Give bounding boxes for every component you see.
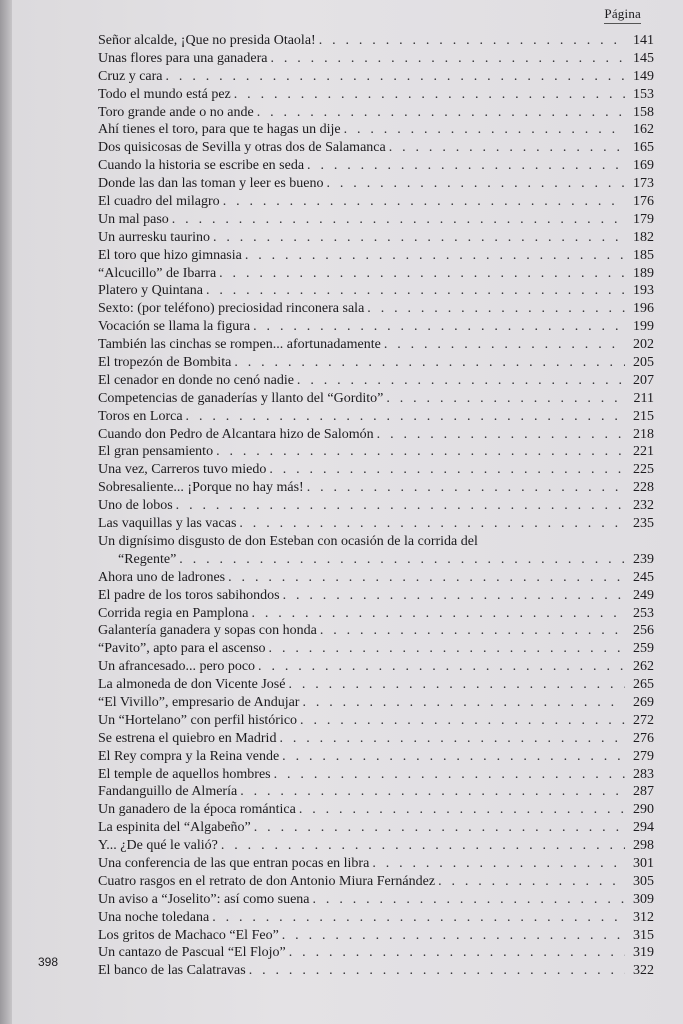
toc-entry (98, 50, 654, 68)
dot-leader (299, 801, 625, 819)
toc-entry-title: Cruz y cara (98, 68, 163, 84)
dot-leader (438, 873, 625, 891)
toc-entry-title: Toro grande ande o no ande (98, 104, 254, 120)
toc-entry (98, 962, 654, 980)
toc-entry-page: 205 (633, 355, 654, 371)
toc-entry-title: Un aurresku taurino (98, 229, 210, 245)
dot-leader (223, 193, 625, 211)
dot-leader (228, 569, 625, 587)
dot-leader (245, 247, 625, 265)
toc-entry (98, 801, 654, 819)
toc-entry (98, 229, 654, 247)
toc-entry-title: Uno de lobos (98, 498, 173, 514)
toc-entry-title: Galantería ganadera y sopas con honda (98, 623, 317, 639)
toc-entry-page: 253 (633, 605, 654, 621)
toc-entry-page: 141 (633, 33, 654, 48)
dot-leader (166, 68, 625, 86)
toc-entry (98, 873, 654, 891)
toc-entry-page: 239 (633, 551, 654, 567)
toc-entry-title: También las cinchas se rompen... afortunadamente (98, 337, 381, 353)
toc-entry (98, 944, 654, 962)
toc-entry-page: 283 (633, 766, 654, 782)
toc-entry-title: “El Vivillo”, empresario de Andujar (98, 694, 300, 710)
toc-entry-page: 145 (633, 50, 654, 66)
toc-entry (98, 354, 654, 372)
toc-entry (98, 265, 654, 283)
dot-leader (240, 783, 625, 801)
toc-entry (98, 336, 654, 354)
toc-entry-page: 315 (633, 927, 654, 943)
toc-entry-page: 182 (633, 229, 654, 245)
toc-entry-page: 290 (633, 802, 654, 818)
toc-entry-title: El cuadro del milagro (98, 194, 220, 210)
dot-leader (234, 354, 625, 372)
toc-entry-page: 199 (633, 319, 654, 335)
dot-leader (249, 962, 625, 980)
dot-leader (254, 819, 625, 837)
toc-entry-page: 269 (633, 694, 654, 710)
toc-entry (98, 909, 654, 927)
dot-leader (212, 909, 625, 927)
toc-entry-title: Una conferencia de las que entran pocas en libra (98, 855, 370, 871)
toc-entry-title: Cuando don Pedro de Alcantara hizo de Salomón (98, 426, 374, 442)
toc-entry (98, 282, 654, 300)
dot-leader (270, 50, 625, 68)
dot-leader (300, 712, 625, 730)
toc-entry-page: 169 (633, 158, 654, 174)
toc-entry (98, 300, 654, 318)
dot-leader (320, 622, 625, 640)
toc-entry (98, 819, 654, 837)
toc-entry (98, 587, 654, 605)
toc-entry-title: Un “Hortelano” con perfil histórico (98, 712, 298, 728)
dot-leader (289, 944, 625, 962)
toc-entry-page: 312 (633, 909, 654, 925)
toc-entry (98, 497, 654, 515)
toc-entry-title: Toros en Lorca (98, 408, 183, 424)
toc-entry-page: 262 (633, 659, 654, 675)
toc-entry (98, 157, 654, 175)
toc-entry (98, 748, 654, 766)
toc-entry-page: 228 (633, 480, 654, 496)
dot-leader (219, 265, 625, 283)
toc-entry-page: 272 (633, 712, 654, 728)
toc-entry-title: Y... ¿De qué le valió? (98, 838, 218, 854)
toc-entry (98, 426, 654, 444)
toc-entry-title: Ahora uno de ladrones (98, 569, 226, 585)
toc-entry-title: Fandanguillo de Almería (98, 784, 238, 800)
toc-entry-title: Platero y Quintana (98, 283, 203, 299)
toc-entry (98, 408, 654, 426)
toc-entry-page: 319 (633, 945, 654, 961)
toc-entry (98, 533, 654, 551)
toc-entry-page: 265 (633, 677, 654, 693)
toc-entry-page: 153 (633, 86, 654, 102)
page-column-header: Página (604, 6, 641, 24)
toc-entry-page: 158 (633, 104, 654, 120)
toc-entry-page: 179 (633, 211, 654, 227)
toc-entry (98, 211, 654, 229)
toc-entry-page: 279 (633, 748, 654, 764)
dot-leader (234, 86, 625, 104)
toc-entry-title: Sexto: (por teléfono) preciosidad rinconera sala (98, 301, 365, 317)
toc-entry (98, 551, 654, 569)
dot-leader (251, 605, 625, 623)
toc-entry (98, 712, 654, 730)
dot-leader (179, 551, 625, 569)
toc-entry (98, 68, 654, 86)
dot-leader (313, 891, 625, 909)
dot-leader (172, 211, 625, 229)
toc-entry-page: 218 (633, 426, 654, 442)
toc-entry-title: Un afrancesado... pero poco (98, 659, 256, 675)
toc-entry-title: La espinita del “Algabeño” (98, 820, 251, 836)
dot-leader (206, 282, 625, 300)
toc-entry (98, 372, 654, 390)
toc-entry-title: Vocación se llama la figura (98, 319, 251, 335)
toc-entry (98, 175, 654, 193)
toc-entry-title: La almoneda de don Vicente José (98, 677, 286, 693)
toc-entry (98, 676, 654, 694)
toc-entry-page: 287 (633, 784, 654, 800)
dot-leader (221, 837, 625, 855)
toc-entry (98, 139, 654, 157)
toc-entry (98, 640, 654, 658)
toc-entry-title: “Pavito”, apto para el ascenso (98, 641, 266, 657)
dot-leader (258, 658, 625, 676)
toc-entry (98, 121, 654, 139)
toc-entry-title: Competencias de ganaderías y llanto del “Gordito” (98, 390, 384, 406)
toc-entry-title: Todo el mundo está pez (98, 86, 231, 102)
toc-entry (98, 605, 654, 623)
toc-entry (98, 479, 654, 497)
dot-leader (282, 927, 625, 945)
toc-entry-page: 211 (633, 390, 654, 406)
dot-leader (186, 408, 625, 426)
dot-leader (377, 426, 625, 444)
toc-entry (98, 694, 654, 712)
dot-leader (307, 479, 625, 497)
toc-entry-title: Cuatro rasgos en el retrato de don Antonio Miura Fernández (98, 873, 436, 889)
dot-leader (279, 730, 625, 748)
toc-entry-page: 162 (633, 122, 654, 138)
toc-entry (98, 766, 654, 784)
toc-entry-page: 189 (633, 265, 654, 281)
toc-entry (98, 86, 654, 104)
toc-entry-title: Un ganadero de la época romántica (98, 802, 296, 818)
toc-entry-page: 207 (633, 372, 654, 388)
toc-entry-page: 294 (633, 820, 654, 836)
dot-leader (213, 229, 625, 247)
dot-leader (269, 461, 625, 479)
toc-entry-page: 235 (633, 516, 654, 532)
toc-entry-title: El Rey compra y la Reina vende (98, 748, 280, 764)
toc-entry (98, 461, 654, 479)
toc-entry-page: 276 (633, 730, 654, 746)
dot-leader (239, 515, 625, 533)
dot-leader (327, 175, 626, 193)
toc-entry-title: Una noche toledana (98, 909, 210, 925)
dot-leader (344, 121, 625, 139)
toc-entry (98, 658, 654, 676)
toc-entry-title: Los gritos de Machaco “El Feo” (98, 927, 279, 943)
toc-entry (98, 927, 654, 945)
toc-entry (98, 443, 654, 461)
toc-entry-page: 202 (633, 337, 654, 353)
dot-leader (288, 676, 625, 694)
toc-entry (98, 104, 654, 122)
dot-leader (283, 587, 625, 605)
dot-leader (302, 694, 625, 712)
dot-leader (216, 443, 625, 461)
toc-entry-page: 149 (633, 68, 654, 84)
toc-entry-title: Dos quisicosas de Sevilla y otras dos de Salamanca (98, 140, 386, 156)
toc-entry (98, 891, 654, 909)
toc-entry-page: 256 (633, 623, 654, 639)
page-number: 398 (38, 955, 59, 969)
toc-entry-page: 245 (633, 569, 654, 585)
toc-entry-title: Ahí tienes el toro, para que te hagas un dije (98, 122, 341, 138)
toc-entry (98, 622, 654, 640)
toc-entry-title: “Regente” (118, 551, 177, 567)
toc-entry-page: 176 (633, 194, 654, 210)
toc-entry-page: 322 (633, 963, 654, 979)
dot-leader (282, 748, 625, 766)
toc-entry-page: 215 (633, 408, 654, 424)
dot-leader (269, 640, 625, 658)
toc-entry-page: 259 (633, 641, 654, 657)
toc-entry (98, 569, 654, 587)
toc-entry-title: “Alcucillo” de Ibarra (98, 265, 217, 281)
toc-entry-title: Un mal paso (98, 211, 169, 227)
dot-leader (257, 104, 625, 122)
toc-entry (98, 247, 654, 265)
toc-entry-title: Un aviso a “Joselito”: así como suena (98, 891, 310, 907)
toc-entry-page: 196 (633, 301, 654, 317)
toc-entry-title: Cuando la historia se escribe en seda (98, 158, 305, 174)
dot-leader (386, 390, 625, 408)
toc-entry-page: 309 (633, 891, 654, 907)
toc-entry (98, 855, 654, 873)
toc-entry-title: Corrida regia en Pamplona (98, 605, 249, 621)
toc-entry (98, 32, 654, 50)
dot-leader (372, 855, 625, 873)
toc-entry-title: Unas flores para una ganadera (98, 50, 268, 66)
dot-leader (274, 766, 625, 784)
dot-leader (384, 336, 625, 354)
dot-leader (307, 157, 625, 175)
dot-leader (253, 318, 625, 336)
toc-entry (98, 390, 654, 408)
toc-entry-title: Una vez, Carreros tuvo miedo (98, 462, 267, 478)
book-spine-shadow (0, 0, 12, 1024)
toc-entry-title: Se estrena el quiebro en Madrid (98, 730, 277, 746)
toc-entry-title: Sobresaliente... ¡Porque no hay más! (98, 480, 304, 496)
dot-leader (367, 300, 625, 318)
toc-entry-title: Un cantazo de Pascual “El Flojo” (98, 945, 286, 961)
toc-entry-title: El temple de aquellos hombres (98, 766, 271, 782)
toc-entry-title: El cenador en donde no cenó nadie (98, 372, 294, 388)
toc-entry-page: 249 (633, 587, 654, 603)
toc-entry (98, 515, 654, 533)
toc-entry-page: 305 (633, 873, 654, 889)
toc-entry-page: 185 (633, 247, 654, 263)
toc-entry-page: 225 (633, 462, 654, 478)
dot-leader (176, 497, 625, 515)
toc-entry-page: 221 (633, 444, 654, 460)
toc-entry-title: El padre de los toros sabihondos (98, 587, 280, 603)
table-of-contents (98, 32, 654, 980)
toc-entry-title: El banco de las Calatravas (98, 963, 246, 979)
toc-entry-title: El toro que hizo gimnasia (98, 247, 242, 263)
toc-entry-page: 301 (633, 855, 654, 871)
toc-entry (98, 730, 654, 748)
toc-entry (98, 783, 654, 801)
toc-entry-title: Señor alcalde, ¡Que no presida Otaola! (98, 33, 316, 48)
toc-entry-page: 298 (633, 838, 654, 854)
dot-leader (297, 372, 625, 390)
toc-entry-title: El tropezón de Bombita (98, 355, 232, 371)
toc-entry (98, 318, 654, 336)
toc-entry (98, 193, 654, 211)
toc-entry-title: El gran pensamiento (98, 444, 214, 460)
toc-entry-page: 232 (633, 498, 654, 514)
toc-entry-page: 165 (633, 140, 654, 156)
toc-entry-title: Las vaquillas y las vacas (98, 516, 237, 532)
toc-entry (98, 837, 654, 855)
toc-entry-title: Un dignísimo disgusto de don Esteban con ocasión de la corrida del (98, 533, 478, 549)
toc-entry-page: 173 (633, 176, 654, 192)
dot-leader (389, 139, 625, 157)
dot-leader (319, 32, 625, 50)
toc-entry-title: Donde las dan las toman y leer es bueno (98, 176, 324, 192)
toc-entry-page: 193 (633, 283, 654, 299)
